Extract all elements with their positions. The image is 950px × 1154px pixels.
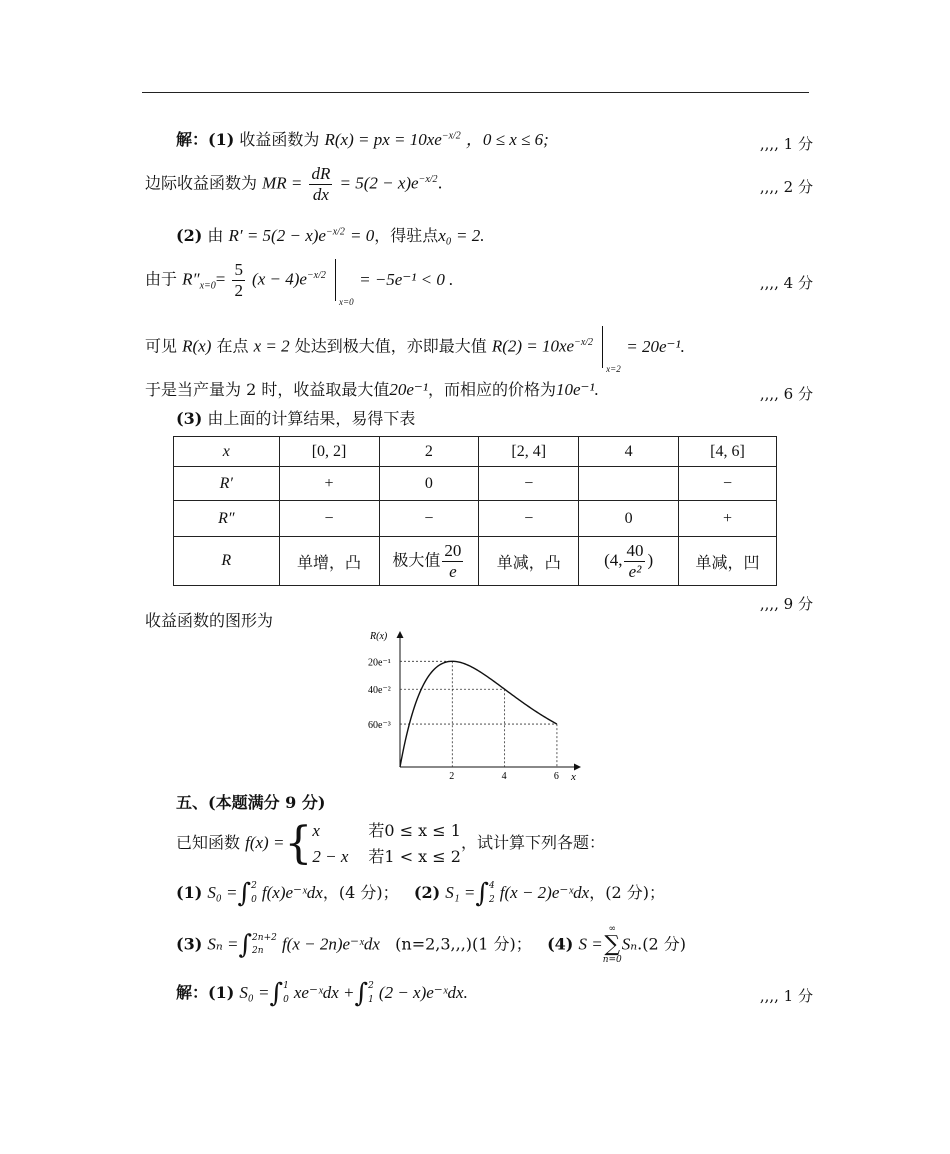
solution-line-1 <box>176 131 815 148</box>
text: ，试计算下列各题： <box>460 833 605 852</box>
y-tick-label: 20e⁻¹ <box>368 657 391 669</box>
lower-limit: 1 <box>368 994 374 1005</box>
case-condition: 若0 ≤ x ≤ 1 <box>368 821 461 840</box>
table-header-cell: [0, 2] <box>279 437 379 467</box>
point-right: ) <box>647 550 654 570</box>
upper-limit: 2 <box>251 881 257 891</box>
numerator: 5 <box>234 259 243 279</box>
numerator: 20 <box>444 540 462 560</box>
numerator: 40 <box>626 540 644 560</box>
text: 由上面的计算结果，易得下表 <box>207 409 416 428</box>
formula: = −5e⁻¹ < 0 . <box>359 269 454 289</box>
fraction <box>232 260 245 300</box>
task-line-1 <box>176 880 815 907</box>
sum-upper: ∞ <box>608 924 616 934</box>
revenue-chart <box>362 626 592 784</box>
limits <box>368 980 374 1007</box>
formula: R(x) <box>182 336 212 356</box>
score-6: ,,,, 6 分 <box>759 385 813 403</box>
x-tick-label: 4 <box>501 771 507 782</box>
formula: 10e⁻¹. <box>556 380 599 399</box>
table-header-cell: [4, 6] <box>679 437 777 467</box>
upper-limit: 2 <box>368 981 374 991</box>
upper-limit: 4 <box>488 881 495 891</box>
table-cell: 单减，凹 <box>679 537 777 586</box>
points: ，(4 分)； <box>322 883 399 902</box>
text: 处达到极大值，亦即最大值 <box>294 336 487 356</box>
subscript: x=0 <box>199 280 216 292</box>
y-tick-label: 60e⁻³ <box>368 720 391 732</box>
denominator: dx <box>312 184 329 204</box>
text: 已知函数 <box>176 833 241 852</box>
denominator: 2 <box>234 280 243 300</box>
score-4: ,,,, 4 分 <box>759 274 813 292</box>
table-cell: 单增，凸 <box>279 537 379 586</box>
formula: = 0 <box>350 226 375 245</box>
solution-line-4: 由于 $R''_{x=0}=$ $\frac{5}{2}$ $(x - 4)e^{-x/2}$ x=0 = −5e⁻¹ < 0 . <box>145 259 454 307</box>
evaluation-bar <box>333 259 354 307</box>
formula: MR = <box>262 173 303 193</box>
header-rule <box>142 92 809 93</box>
formula: xe⁻ˣdx + <box>293 983 355 1002</box>
problem-statement <box>176 818 815 869</box>
solution-5-line-1 <box>176 980 815 1007</box>
table-row <box>174 467 777 501</box>
text: 边际收益函数为 <box>145 173 258 193</box>
section-title: 五、(本题满分 9 分) <box>176 793 326 812</box>
y-tick-label: 40e⁻² <box>368 685 391 697</box>
score-1: ,,,, 1 分 <box>759 135 813 153</box>
x-axis-label: x <box>571 771 576 783</box>
solution-line-3 <box>176 227 815 244</box>
formula: Sₙ = <box>207 934 239 954</box>
guide-lines <box>400 661 557 767</box>
table-cell: R′ <box>174 467 280 501</box>
table-cell: + <box>679 501 777 537</box>
formula: = 5(2 − x)e <box>339 173 419 193</box>
formula: R(x) = px = 10xe <box>324 130 442 149</box>
formula: R′ = 5(2 − x)e <box>228 226 326 245</box>
exponent: −x/2 <box>441 130 461 142</box>
table-header-cell: x <box>174 437 280 467</box>
point-left: (4, <box>604 550 623 570</box>
task-label: (1) <box>176 883 203 902</box>
numerator: dR <box>311 164 331 183</box>
fraction <box>309 164 332 204</box>
case-condition: 若1 < x ≤ 2 <box>368 846 461 866</box>
lower-limit: 0 <box>283 994 289 1005</box>
revenue-curve <box>400 661 557 767</box>
formula: S₀ = <box>207 883 238 902</box>
upper-limit: 1 <box>283 981 289 991</box>
formula: f(x)e⁻ˣdx <box>261 883 323 902</box>
exponent: −x/2 <box>306 270 326 282</box>
table-header-cell: 2 <box>379 437 479 467</box>
table-cell: 单减，凸 <box>479 537 579 586</box>
sum-lower: n=0 <box>602 955 622 965</box>
text: 收益函数为 <box>239 130 320 149</box>
fraction <box>624 541 645 581</box>
formula: S = <box>578 934 603 954</box>
table-cell: R″ <box>174 501 280 537</box>
evaluation-bar <box>600 326 621 374</box>
text: 由于 <box>145 269 178 289</box>
table-cell-max <box>379 537 479 586</box>
upper-limit: 2n+2 <box>252 932 277 943</box>
formula: = 20e⁻¹. <box>626 336 685 356</box>
lower-limit: 2n <box>252 946 264 956</box>
x-tick-label: 6 <box>553 771 559 782</box>
score-2: ,,,, 2 分 <box>759 178 813 196</box>
solution-line-7 <box>176 411 815 427</box>
denominator: e <box>449 561 457 581</box>
text: 于是当产量为 2 时，收益取最大值 <box>145 380 390 399</box>
graph-caption: 收益函数的图形为 <box>145 611 274 630</box>
table-cell <box>579 467 679 501</box>
table-cell: − <box>479 501 579 537</box>
formula: Sₙ <box>621 934 638 954</box>
points: ，(2 分)； <box>589 883 665 902</box>
table-cell: + <box>279 467 379 501</box>
table-cell-inflection <box>579 537 679 586</box>
points: .(2 分) <box>637 934 686 954</box>
table-cell: 0 <box>379 467 479 501</box>
table-header-cell: [2, 4] <box>479 437 579 467</box>
table-cell: − <box>279 501 379 537</box>
brace: { <box>284 817 313 869</box>
piecewise-cases <box>312 818 461 869</box>
text: ，得驻点 <box>374 226 439 245</box>
solution-line-5 <box>145 326 815 374</box>
x-tick-label: 2 <box>449 771 455 782</box>
table-row <box>174 537 777 586</box>
text: ，而相应的价格为 <box>427 380 556 399</box>
integral-sign: ∫ <box>475 878 489 909</box>
eval-limit: x=2 <box>606 364 621 374</box>
table-cell: 0 <box>579 501 679 537</box>
score-5-1: ,,,, 1 分 <box>759 987 813 1005</box>
max-label: 极大值 <box>392 550 441 570</box>
formula: f(x − 2)e⁻ˣdx <box>499 883 590 902</box>
text: 可见 <box>145 336 178 356</box>
exponent: −x/2 <box>574 337 594 349</box>
formula-tail: ，0 ≤ x ≤ 6; <box>465 130 549 149</box>
formula: 20e⁻¹ <box>389 380 428 399</box>
exponent: −x/2 <box>418 174 438 186</box>
task-label: (2) <box>413 883 441 902</box>
task-line-2 <box>176 925 815 965</box>
case-value: 2 − x <box>312 846 349 866</box>
summation: ∞ ∑ n=0 <box>602 924 622 965</box>
part-label: (2) <box>176 226 203 245</box>
formula: R″ <box>182 269 200 289</box>
formula: R(2) = 10xe <box>491 336 575 356</box>
formula: x₀ = 2. <box>438 226 485 245</box>
formula: x = 2 <box>253 336 290 356</box>
integral-sign: ∫ <box>354 978 369 1009</box>
score-9: ,,,, 9 分 <box>759 595 813 613</box>
formula: f(x − 2n)e⁻ˣdx <box>281 934 380 954</box>
part-label: (3) <box>176 409 203 428</box>
solution-label: 解：(1) <box>176 983 235 1002</box>
table-cell: − <box>379 501 479 537</box>
integral-sign: ∫ <box>237 878 252 909</box>
task-label: (4) <box>547 934 574 954</box>
table-row <box>174 501 777 537</box>
table-cell: − <box>479 467 579 501</box>
formula: S₀ = <box>239 983 270 1002</box>
limits <box>489 880 495 907</box>
integral-sign: ∫ <box>269 978 284 1009</box>
lower-limit: 0 <box>251 894 257 905</box>
solution-line-6 <box>145 381 815 398</box>
monotonicity-table <box>173 436 777 586</box>
text: 在点 <box>216 336 249 356</box>
formula: (2 − x)e⁻ˣdx. <box>378 983 468 1002</box>
limits <box>251 880 257 907</box>
lower-limit: 2 <box>488 894 495 905</box>
solution-line-2: 边际收益函数为 MR = $\frac{dR}{dx}$ = $5(2 - x)e^{-x/2}$. <box>145 164 443 204</box>
table-header-cell: 4 <box>579 437 679 467</box>
limits <box>252 932 277 959</box>
table-cell: R <box>174 537 280 586</box>
y-axis-label: R(x) <box>370 631 388 642</box>
case-value: x <box>312 821 320 840</box>
fraction <box>442 541 463 581</box>
denominator: e² <box>628 561 642 581</box>
formula: f(x) = <box>245 833 285 852</box>
task-label: (3) <box>176 934 203 954</box>
integral-sign: ∫ <box>238 930 253 960</box>
eval-limit: x=0 <box>339 297 354 307</box>
text: 由 <box>207 226 224 245</box>
solution-label: 解：(1) <box>176 130 235 149</box>
limits <box>283 980 289 1007</box>
table-cell: − <box>679 467 777 501</box>
exponent: −x/2 <box>325 226 345 238</box>
table-row <box>174 437 777 467</box>
points: (1 分)； <box>472 934 532 954</box>
formula: S₁ = <box>445 883 476 902</box>
tick-labels <box>368 657 559 782</box>
formula: (x − 4)e <box>252 269 307 289</box>
index-range: (n=2,3,,,) <box>395 934 473 954</box>
